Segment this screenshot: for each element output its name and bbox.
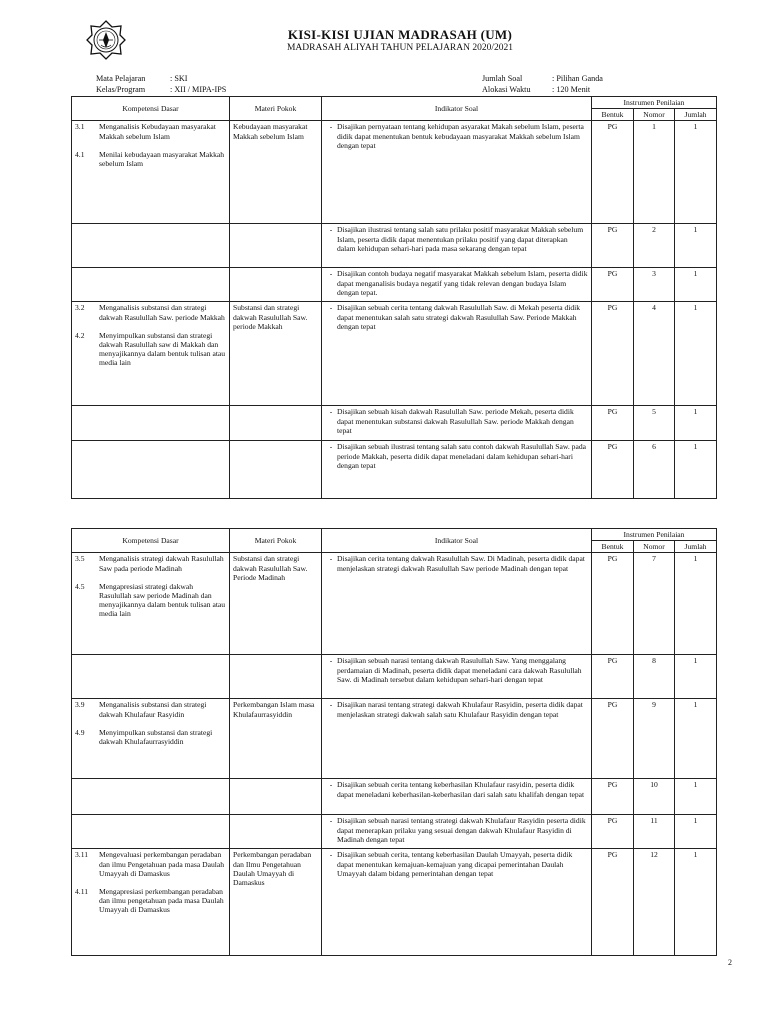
kd-text: Menyimpulkan substansi dan strategi dakwah Khulafaurrasyiddin [99, 727, 213, 747]
nomor-cell: 1 [634, 121, 675, 224]
header-instrumen-penilaian: Instrumen Penilaian [592, 97, 717, 109]
indikator-soal-cell [322, 849, 592, 956]
jumlah-cell: 1 [675, 699, 717, 779]
kompetensi-dasar-item [75, 303, 226, 321]
kd-text: Menilai kebudayaan masyarakat Makkah sebelum Islam [99, 149, 225, 169]
jumlah-soal-value: : Pilihan Ganda [552, 74, 603, 83]
kompetensi-dasar-item [75, 887, 226, 915]
bullet-dash: - [329, 780, 333, 790]
bentuk-cell: PG [592, 121, 634, 224]
kd-text: Menganalisis strategi dakwah Rasulullah Saw pada periode Madinah [99, 554, 224, 573]
bentuk-cell: PG [592, 553, 634, 655]
materi-pokok-cell: Substansi dan strategi dakwah Rasulullah Saw. Periode Madinah [230, 553, 322, 655]
materi-pokok-cell: Kebudayaan masyarakat Makkah sebelum Islam [230, 121, 322, 224]
kompetensi-dasar-item [75, 554, 226, 572]
indikator-soal-cell [322, 121, 592, 224]
jumlah-cell: 1 [675, 655, 717, 699]
header-indikator-soal: Indikator Soal [322, 529, 592, 553]
indikator-text: Disajikan contoh budaya negatif masyarakat Makkah sebelum Islam, peserta didik dapat menganalisis budaya negatif yang tidak relevan dengan budaya Islam dengan tepat. [337, 269, 588, 297]
bentuk-cell: PG [592, 655, 634, 699]
indikator-soal-cell [322, 655, 592, 699]
indikator-text: Disajikan sebuah narasi tentang strategi dakwah Khulafaur Rasyidin peserta didik dapat menerapkan prilaku yang sesuai dengan dakwah Khulafaur Rasyidin di Madinah dengan tepat [337, 816, 586, 844]
indikator-text: Disajikan cerita tentang dakwah Rasulullah Saw. Di Madinah, peserta didik dapat menjelaskan strategi dakwah Rasulullah Saw periode Madinah dengan tepat [337, 554, 585, 573]
nomor-cell: 6 [634, 441, 675, 499]
kisi-kisi-table-2 [71, 528, 717, 956]
materi-pokok-cell: Perkembangan Islam masa Khulafaurrasyiddin [230, 699, 322, 779]
kompetensi-dasar-cell [72, 406, 230, 441]
nomor-cell: 4 [634, 302, 675, 406]
header-nomor: Nomor [634, 541, 675, 553]
kd-text: Mengapresiasi strategi dakwah Rasulullah saw periode Madinah dan menyajikannya dalam bentuk tulisan atau media lain [99, 581, 226, 619]
bentuk-cell: PG [592, 815, 634, 849]
nomor-cell: 3 [634, 268, 675, 302]
header-materi-pokok: Materi Pokok [230, 97, 322, 121]
nomor-cell: 10 [634, 779, 675, 815]
bullet-dash: - [329, 225, 333, 235]
table-row [72, 553, 717, 655]
jumlah-cell: 1 [675, 553, 717, 655]
nomor-cell: 5 [634, 406, 675, 441]
materi-pokok-cell: Substansi dan strategi dakwah Rasulullah Saw. periode Makkah [230, 302, 322, 406]
indikator-soal-cell [322, 302, 592, 406]
mapel-value: : SKI [170, 74, 188, 83]
header-materi-pokok: Materi Pokok [230, 529, 322, 553]
nomor-cell: 2 [634, 224, 675, 268]
header-nomor: Nomor [634, 109, 675, 121]
kompetensi-dasar-item [75, 582, 226, 619]
bullet-dash: - [329, 816, 333, 826]
indikator-text: Disajikan pernyataan tentang kehidupan asyarakat Makah sebelum Islam, peserta didik dapat menentukan bentuk kebudayaan masyarakat Makkah sebelum Islam dengan tepat [337, 122, 584, 150]
bentuk-cell: PG [592, 224, 634, 268]
kompetensi-dasar-item [75, 122, 226, 140]
materi-pokok-cell [230, 779, 322, 815]
kompetensi-dasar-item [75, 700, 226, 718]
bentuk-cell: PG [592, 699, 634, 779]
kompetensi-dasar-cell [72, 302, 230, 406]
kompetensi-dasar-item [75, 728, 226, 746]
kisi-kisi-table-1 [71, 96, 717, 499]
indikator-soal-cell [322, 779, 592, 815]
document-subtitle: MADRASAH ALIYAH TAHUN PELAJARAN 2020/2021 [286, 43, 514, 53]
bullet-dash: - [329, 303, 333, 313]
bentuk-cell: PG [592, 302, 634, 406]
kompetensi-dasar-cell [72, 699, 230, 779]
header-jumlah: Jumlah [675, 109, 717, 121]
nomor-cell: 12 [634, 849, 675, 956]
kompetensi-dasar-cell [72, 849, 230, 956]
bentuk-cell: PG [592, 268, 634, 302]
bentuk-cell: PG [592, 849, 634, 956]
kd-number: 3.1 [75, 122, 85, 132]
kd-text: Menganalisis Kebudayaan masyarakat Makkah sebelum Islam [99, 122, 216, 141]
kd-text: Menganalisis substansi dan strategi dakwah Khulafaur Rasyidin [99, 700, 207, 719]
materi-pokok-cell [230, 406, 322, 441]
nomor-cell: 8 [634, 655, 675, 699]
jumlah-cell: 1 [675, 268, 717, 302]
nomor-cell: 9 [634, 699, 675, 779]
kd-text: Mengapresiasi perkembangan peradaban dan ilmu pengetahuan pada masa Daulah Umayyah di Damaskus [99, 887, 224, 915]
jumlah-cell: 1 [675, 302, 717, 406]
bullet-dash: - [329, 407, 333, 417]
indikator-soal-cell [322, 406, 592, 441]
nomor-cell: 7 [634, 553, 675, 655]
kompetensi-dasar-item [75, 150, 226, 168]
header-kompetensi-dasar: Kompetensi Dasar [72, 529, 230, 553]
kd-number: 4.1 [75, 149, 85, 159]
table-row [72, 655, 717, 699]
table-row [72, 815, 717, 849]
bullet-dash: - [329, 122, 333, 132]
table-row [72, 779, 717, 815]
bullet-dash: - [329, 442, 333, 452]
kd-number: 3.11 [75, 850, 89, 860]
kd-text: Menganalisis substansi dan strategi dakwah Rasulullah Saw. periode Makkah [99, 303, 225, 322]
kd-text: Menyimpulkan substansi dan strategi dakwah Rasulullah saw di Makkah dan menyajikannya dalam bentuk tulisan atau media lain [99, 330, 226, 368]
table-row [72, 224, 717, 268]
kompetensi-dasar-cell [72, 441, 230, 499]
document-title-block [200, 27, 600, 54]
kompetensi-dasar-cell [72, 121, 230, 224]
bullet-dash: - [329, 850, 333, 860]
table-row [72, 441, 717, 499]
header-instrumen-penilaian: Instrumen Penilaian [592, 529, 717, 541]
header-indikator-soal: Indikator Soal [322, 97, 592, 121]
materi-pokok-cell: Perkembangan peradaban dan Ilmu Pengetahuan Daulah Umayyah di Damaskus [230, 849, 322, 956]
kd-number: 3.9 [75, 700, 85, 710]
bullet-dash: - [329, 269, 333, 279]
bentuk-cell: PG [592, 779, 634, 815]
indikator-text: Disajikan sebuah kisah dakwah Rasulullah Saw. periode Mekah, peserta didik dapat menentukan substansi dakwah Rasulullah Saw. periode Makkah dengan tepat [337, 407, 574, 435]
indikator-soal-cell [322, 815, 592, 849]
materi-pokok-cell [230, 224, 322, 268]
table-row [72, 699, 717, 779]
indikator-text: Disajikan sebuah narasi tentang dakwah Rasulullah Saw. Yang menggalang perdamaian di Madinah, peserta didik dapat meneladani cara dakwah Rasulullah Saw. di Madinah tersebut dalam kehidupan sehari-hari dengan tepat [337, 656, 582, 684]
subject-info [96, 74, 226, 95]
indikator-soal-cell [322, 224, 592, 268]
kelas-value: : XII / MIPA-IPS [170, 84, 227, 94]
kompetensi-dasar-item [75, 331, 226, 368]
indikator-text: Disajikan sebuah cerita, tentang keberhasilan Daulah Umayyah, peserta didik dapat menentukan kemajuan-kemajuan yang dicapai pemerintahan Daulah Umayyah dalam bidang pemerintahan dengan tepat [337, 850, 573, 878]
kd-number: 4.11 [75, 887, 89, 897]
kompetensi-dasar-cell [72, 553, 230, 655]
nomor-cell: 11 [634, 815, 675, 849]
kompetensi-dasar-cell [72, 268, 230, 302]
indikator-text: Disajikan sebuah cerita tentang keberhasilan Khulafaur rasyidin, peserta didik dapat meneladani keberhasilan-keberhasilan dari salah satu khalifah dengan tepat [337, 780, 585, 799]
kd-number: 4.9 [75, 727, 85, 737]
indikator-text: Disajikan narasi tentang strategi dakwah Khulafaur Rasyidin, peserta didik dapat menjelaskan strategi dakwah salah satu Khulafaur Rasyidin dengan tepat [337, 700, 583, 719]
indikator-text: Disajikan sebuah ilustrasi tentang salah satu contoh dakwah Rasulullah Saw. pada periode Makkah, peserta didik dapat meneladani dalam kehidupan sehari-hari dengan tepat [337, 442, 586, 470]
materi-pokok-cell [230, 268, 322, 302]
document-title: KISI-KISI UJIAN MADRASAH (UM) [287, 27, 513, 42]
kompetensi-dasar-cell [72, 779, 230, 815]
indikator-soal-cell [322, 699, 592, 779]
indikator-soal-cell [322, 268, 592, 302]
materi-pokok-cell [230, 815, 322, 849]
header-jumlah: Jumlah [675, 541, 717, 553]
table-row [72, 302, 717, 406]
jumlah-cell: 1 [675, 779, 717, 815]
mapel-label: Mata Pelajaran [96, 74, 146, 83]
jumlah-cell: 1 [675, 849, 717, 956]
kd-number: 4.2 [75, 330, 85, 340]
bullet-dash: - [329, 656, 333, 666]
jumlah-cell: 1 [675, 406, 717, 441]
materi-pokok-cell [230, 655, 322, 699]
kd-number: 3.2 [75, 303, 85, 313]
jumlah-cell: 1 [675, 441, 717, 499]
header-kompetensi-dasar: Kompetensi Dasar [72, 97, 230, 121]
kd-number: 3.5 [75, 554, 85, 564]
materi-pokok-cell [230, 441, 322, 499]
kompetensi-dasar-cell [72, 655, 230, 699]
bentuk-cell: PG [592, 441, 634, 499]
indikator-text: Disajikan ilustrasi tentang salah satu prilaku positif masyarakat Makkah sebelum Islam, peserta didik dapat menentukan prilaku positif yang dapat diterapkan dalam kehidupan sehari-hari pada masa sekarang dengan tepat [337, 225, 584, 253]
jumlah-cell: 1 [675, 224, 717, 268]
jumlah-soal-label: Jumlah Soal [482, 74, 523, 83]
page-number: 2 [728, 958, 732, 967]
madrasah-seal-logo [86, 20, 126, 60]
kd-number: 4.5 [75, 581, 85, 591]
table-row [72, 406, 717, 441]
indikator-soal-cell [322, 553, 592, 655]
header-bentuk: Bentuk [592, 109, 634, 121]
bentuk-cell: PG [592, 406, 634, 441]
alokasi-waktu-value: : 120 Menit [552, 84, 591, 94]
kompetensi-dasar-item [75, 850, 226, 878]
indikator-soal-cell [322, 441, 592, 499]
table-row [72, 849, 717, 956]
indikator-text: Disajikan sebuah cerita tentang dakwah Rasulullah Saw. di Mekah peserta didik dapat menentukan salah satu strategi dakwah Rasulullah Saw. Periode Makkah dengan tepat [337, 303, 581, 331]
jumlah-cell: 1 [675, 121, 717, 224]
exam-info [482, 74, 603, 95]
kd-text: Mengevaluasi perkembangan peradaban dan ilmu Pengetahuan pada masa Daulah Umayyah di Damaskus [99, 850, 225, 878]
bullet-dash: - [329, 554, 333, 564]
kelas-label: Kelas/Program [96, 84, 146, 94]
jumlah-cell: 1 [675, 815, 717, 849]
alokasi-waktu-label: Alokasi Waktu [482, 84, 531, 94]
kompetensi-dasar-cell [72, 815, 230, 849]
table-row [72, 121, 717, 224]
table-row [72, 268, 717, 302]
bullet-dash: - [329, 700, 333, 710]
header-bentuk: Bentuk [592, 541, 634, 553]
kompetensi-dasar-cell [72, 224, 230, 268]
